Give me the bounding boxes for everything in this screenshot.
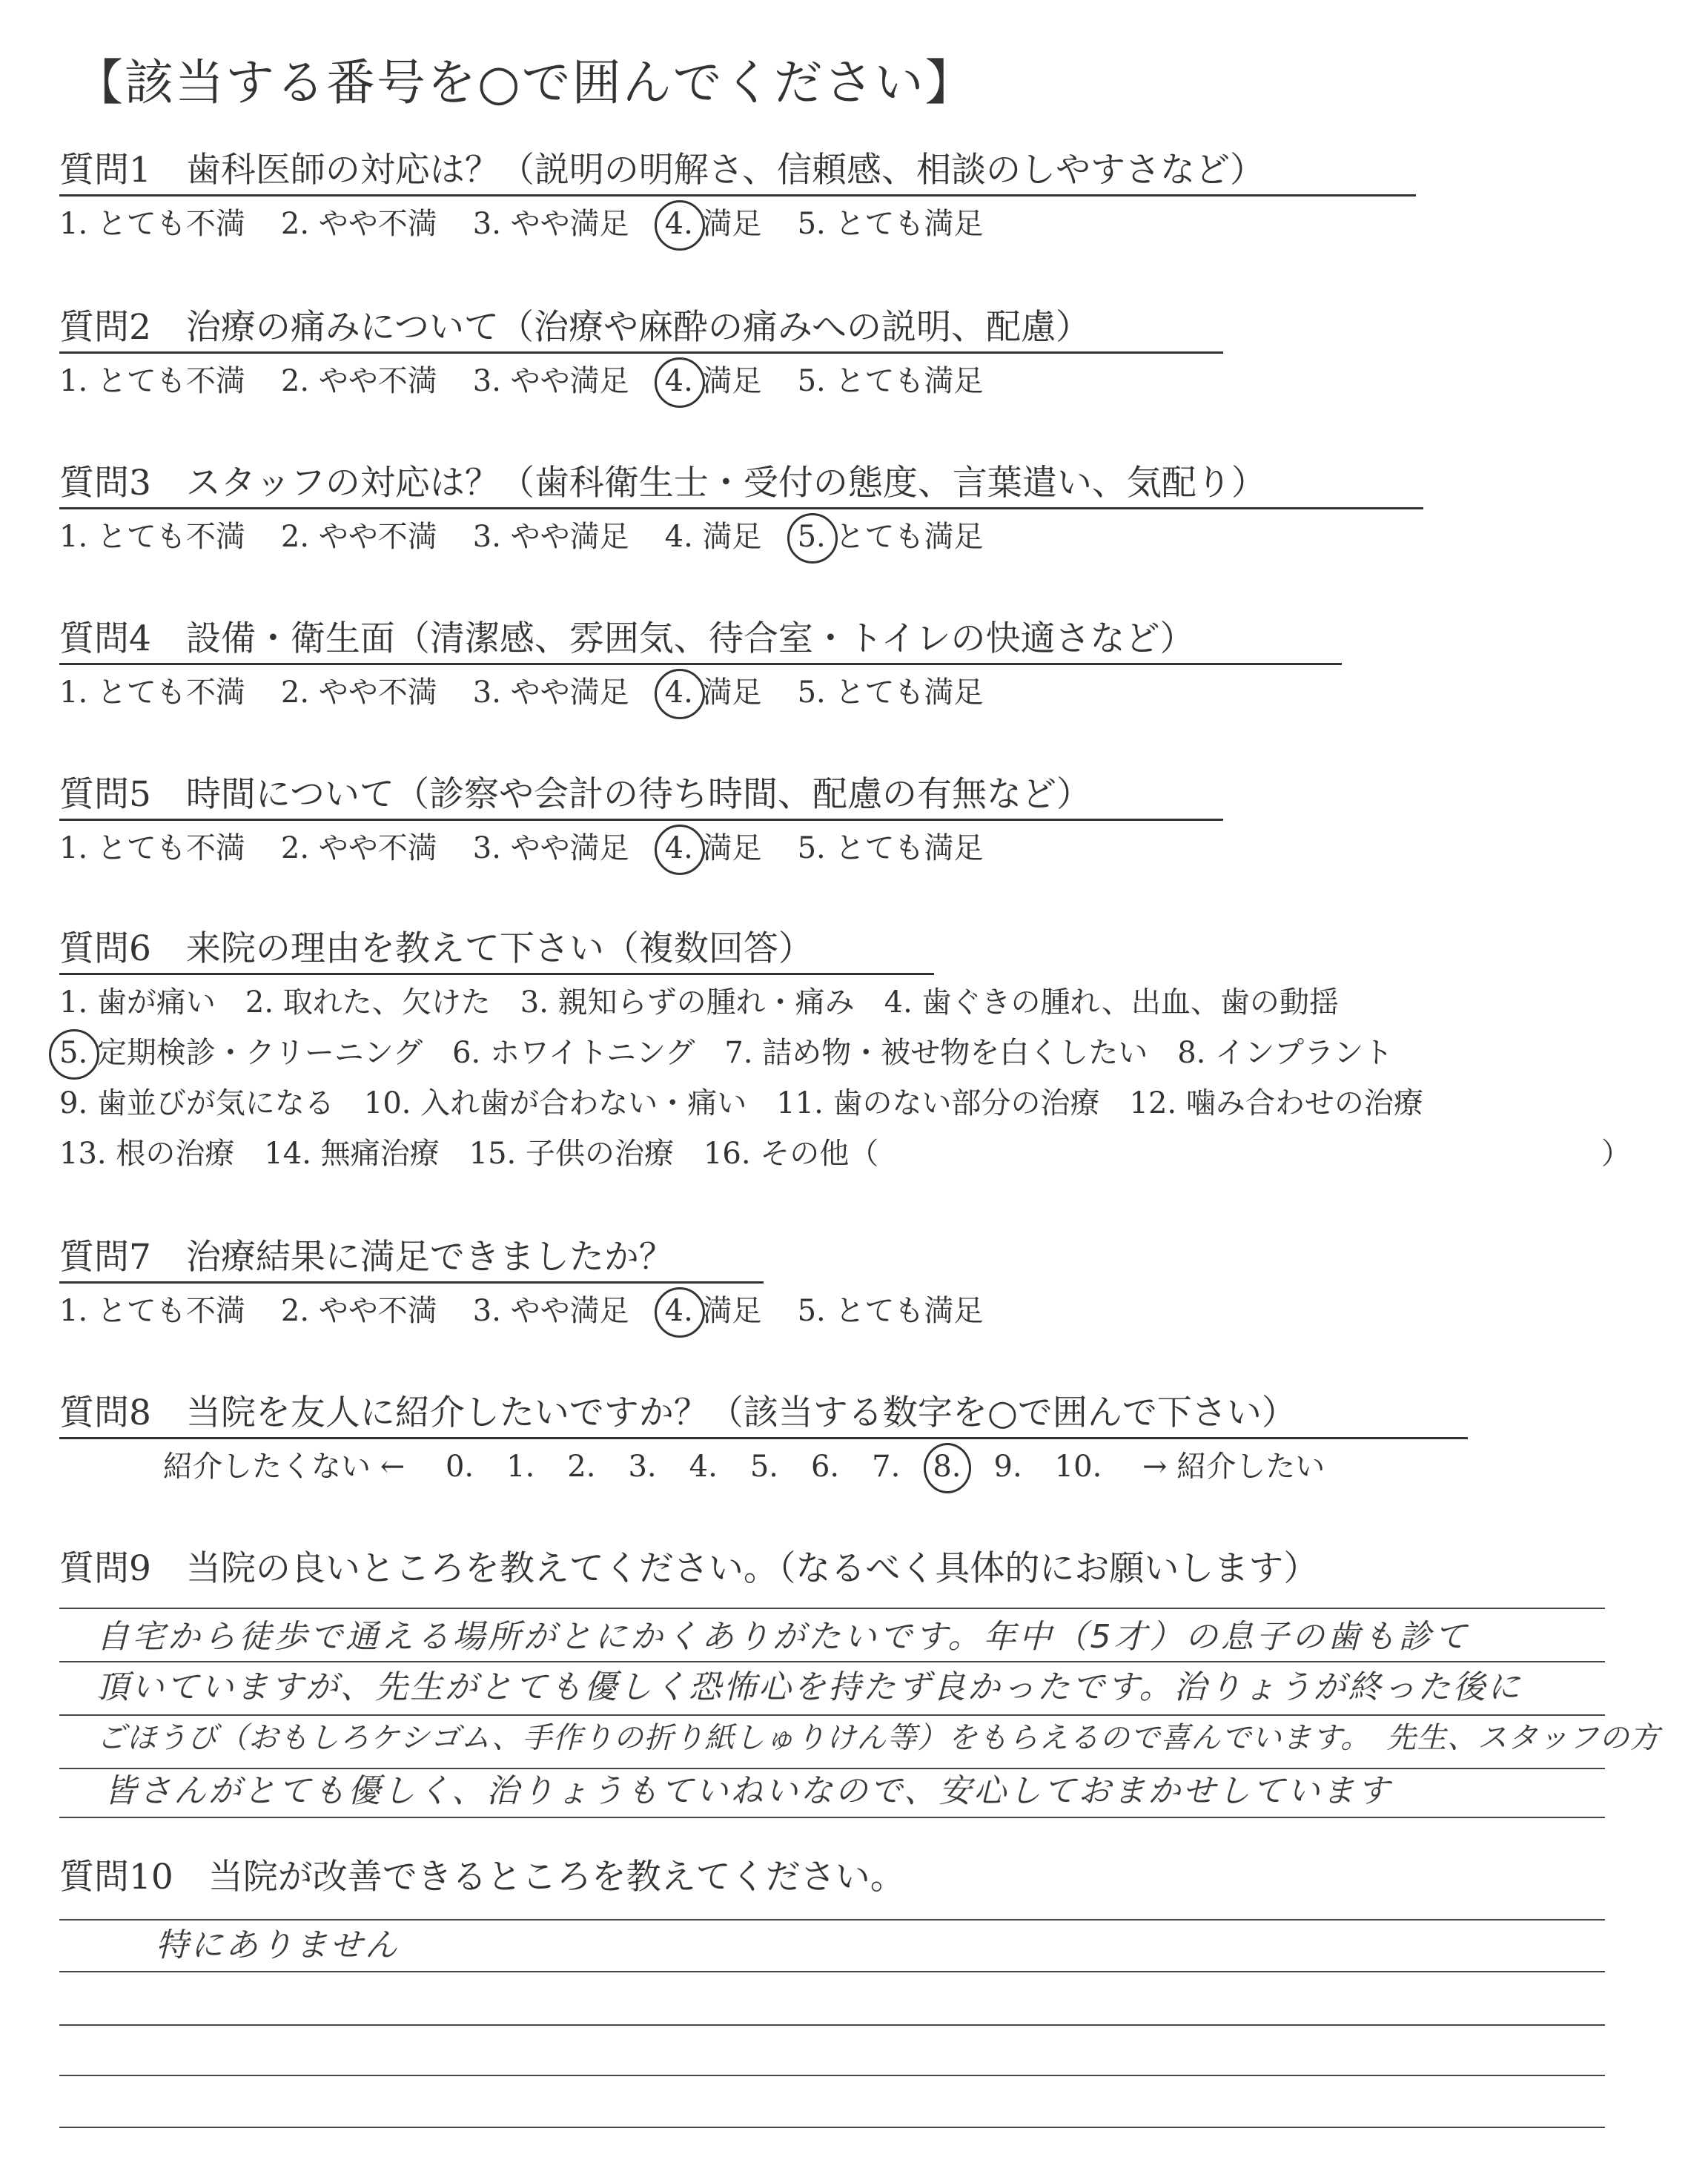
- recommend-option-7: [872, 1452, 900, 1482]
- scale-option-1: [59, 833, 245, 863]
- scale-option-label: 4. 満足: [664, 1294, 762, 1328]
- handwritten-answer-line-4: 皆さんがとても優しく、治りょうもていねいなので、安心しておまかせしています: [104, 1772, 1392, 1810]
- question-underline: [59, 351, 1223, 354]
- answer-scale-q4: [59, 676, 1019, 710]
- scale-option-2: [281, 366, 437, 396]
- scale-option-5: [798, 833, 984, 863]
- scale-option-label: 1. とても不満: [59, 1294, 245, 1328]
- recommend-option-3: [628, 1452, 656, 1482]
- answer-scale-q5: [59, 833, 1019, 863]
- answer-line: [59, 2127, 1605, 2128]
- handwritten-answer-line-2: 頂いていますが、先生がとても優しく恐怖心を持たず良かったです。治りょうが終った後に: [96, 1668, 1523, 1706]
- scale-option-3: [473, 522, 629, 552]
- scale-option-3: [473, 833, 629, 863]
- scale-option-label: 3. やや満足: [472, 364, 629, 398]
- scale-option-3: [472, 676, 629, 710]
- scale-option-3: [473, 209, 629, 239]
- reason-row-3: 9. 歯並びが気になる 10. 入れ歯が合わない・痛い 11. 歯のない部分の治療 12. 噛み合わせの治療: [59, 1086, 1423, 1120]
- scale-option-label: 2. やや不満: [280, 207, 437, 241]
- answer-scale-q1: [59, 209, 1019, 239]
- recommend-option-label: 0.: [445, 1450, 474, 1484]
- recommend-option-2: [567, 1452, 595, 1482]
- recommend-option-label: 6.: [810, 1450, 840, 1484]
- scale-option-label: 2. やや不満: [280, 364, 437, 398]
- answer-line: [59, 1714, 1605, 1716]
- scale-option-3: [473, 366, 629, 396]
- scale-option-label: 2. やや不満: [280, 831, 437, 865]
- scale-option-2: [281, 833, 437, 863]
- scale-option-label: 4. 満足: [664, 207, 762, 241]
- recommend-option-label: 9.: [993, 1450, 1022, 1484]
- scale-option-5: [798, 366, 984, 396]
- scale-option-3: [473, 1296, 629, 1326]
- scale-option-label: 3. やや満足: [472, 207, 629, 241]
- recommend-option-label: 10.: [1054, 1450, 1102, 1484]
- question-underline: [59, 819, 1223, 821]
- answer-line: [59, 1919, 1605, 1920]
- answer-scale-q7: [59, 1296, 1019, 1326]
- answer-line: [59, 1971, 1605, 1972]
- scale-option-label: 4. 満足: [664, 364, 762, 398]
- question-underline: [59, 1281, 764, 1284]
- question-6: 質問6 来院の理由を教えて下さい（複数回答）: [59, 928, 813, 969]
- recommend-option-label: 7.: [872, 1450, 901, 1484]
- scale-option-4: [665, 1296, 762, 1326]
- scale-option-label: 1. とても不満: [59, 676, 245, 710]
- recommend-option-label: 1.: [506, 1450, 535, 1484]
- question-underline: [59, 973, 934, 975]
- scale-option-5: [798, 209, 984, 239]
- scale-option-5: [798, 1296, 984, 1326]
- handwritten-answer-line-1: 自宅から徒歩で通える場所がとにかくありがたいです。年中（5才）の息子の歯も診て: [96, 1618, 1470, 1656]
- recommend-option-label: 3.: [628, 1450, 657, 1484]
- scale-option-2: [281, 1296, 437, 1326]
- recommend-option-label: 4.: [689, 1450, 718, 1484]
- recommend-option-label: 5.: [749, 1450, 778, 1484]
- scale-option-5: [797, 676, 984, 710]
- answer-line: [59, 2075, 1605, 2076]
- scale-option-1: [59, 676, 245, 710]
- recommend-option-label: 2.: [567, 1450, 596, 1484]
- scale-option-label: 4. 満足: [664, 676, 762, 710]
- question-2: 質問2 治療の痛みについて（治療や麻酔の痛みへの説明、配慮）: [59, 307, 1091, 348]
- recommend-option-6: [811, 1452, 839, 1482]
- reason-5-selected: 5. 定期検診・クリーニング 6. ホワイトニング 7. 詰め物・被せ物を白くしたい 8. インプラント: [59, 1038, 1393, 1068]
- recommend-option-0: [446, 1452, 474, 1482]
- answer-line: [59, 1817, 1605, 1818]
- handwritten-answer-line-3: ごほうび（おもしろケシゴム、手作りの折り紙しゅりけん等）をもらえるので喜んでいます。 先生、スタッフの方: [96, 1721, 1661, 1755]
- question-1: 質問1 歯科医師の対応は？（説明の明解さ、信頼感、相談のしやすさなど）: [59, 150, 1265, 191]
- question-7: 質問7 治療結果に満足できましたか？: [59, 1237, 674, 1278]
- answer-scale-q3: [59, 522, 1019, 552]
- scale-option-label: 4. 満足: [664, 831, 762, 865]
- scale-option-4: [665, 522, 762, 552]
- question-5: 質問5 時間について（診察や会計の待ち時間、配慮の有無など）: [59, 774, 1091, 815]
- recommend-option-4: [689, 1452, 718, 1482]
- scale-option-2: [281, 522, 437, 552]
- scale-option-label: 5. とても満足: [797, 676, 984, 710]
- scale-left-label: 紹介したくない ←: [163, 1450, 406, 1484]
- recommend-option-label: 8.: [933, 1450, 961, 1484]
- answer-line: [59, 2024, 1605, 2026]
- scale-option-label: 5. とても満足: [797, 207, 984, 241]
- scale-option-2: [281, 209, 437, 239]
- recommend-option-9: [994, 1452, 1022, 1482]
- other-paren-close: ）: [1601, 1137, 1631, 1171]
- answer-line: [59, 1608, 1605, 1609]
- question-underline: [59, 507, 1423, 509]
- page-title: 【該当する番号を○で囲んでください】: [74, 54, 976, 111]
- scale-option-label: 1. とても不満: [59, 364, 245, 398]
- scale-option-4: [664, 676, 762, 710]
- reason-row-1: 1. 歯が痛い 2. 取れた、欠けた 3. 親知らずの腫れ・痛み 4. 歯ぐきの腫れ、出血、歯の動揺: [59, 985, 1339, 1020]
- question-3: 質問3 スタッフの対応は？（歯科衛生士・受付の態度、言葉遣い、気配り）: [59, 463, 1266, 503]
- recommend-option-5: [750, 1452, 778, 1482]
- answer-line: [59, 1661, 1605, 1662]
- scale-option-label: 3. やや満足: [472, 831, 629, 865]
- scale-option-1: [59, 522, 245, 552]
- reason-row-2: [59, 1038, 1393, 1068]
- scale-option-4: [665, 366, 762, 396]
- question-underline: [59, 1437, 1468, 1439]
- scale-option-label: 5. とても満足: [797, 1294, 984, 1328]
- scale-option-label: 2. やや不満: [280, 520, 437, 554]
- handwritten-answer-q10: 特にありません: [156, 1926, 400, 1964]
- scale-option-label: 5. とても満足: [797, 831, 984, 865]
- scale-option-label: 4. 満足: [664, 520, 762, 554]
- scale-option-2: [280, 676, 437, 710]
- question-9: 質問9 当院の良いところを教えてください。（なるべく具体的にお願いします）: [59, 1548, 1319, 1589]
- scale-option-4: [665, 209, 762, 239]
- scale-option-label: 2. やや不満: [280, 1294, 437, 1328]
- answer-scale-q2: [59, 366, 1019, 396]
- question-underline: [59, 194, 1416, 196]
- question-4: 質問4 設備・衛生面（清潔感、雰囲気、待合室・トイレの快適さなど）: [59, 618, 1195, 659]
- scale-option-label: 1. とても不満: [59, 831, 245, 865]
- recommend-option-8: [933, 1452, 961, 1482]
- scale-right-label: → 紹介したい: [1142, 1450, 1325, 1484]
- recommend-option-1: [506, 1452, 534, 1482]
- reason-row-4: 13. 根の治療 14. 無痛治療 15. 子供の治療 16. その他（: [59, 1137, 879, 1171]
- scale-option-1: [59, 366, 245, 396]
- scale-option-label: 5. とても満足: [797, 520, 984, 554]
- scale-option-label: 3. やや満足: [472, 676, 629, 710]
- scale-option-label: 3. やや満足: [472, 1294, 629, 1328]
- scale-option-label: 5. とても満足: [797, 364, 984, 398]
- scale-option-label: 3. やや満足: [472, 520, 629, 554]
- scale-options: [429, 1450, 1118, 1484]
- scale-option-1: [59, 1296, 245, 1326]
- scale-option-label: 1. とても不満: [59, 207, 245, 241]
- scale-option-label: 1. とても不満: [59, 520, 245, 554]
- question-10: 質問10 当院が改善できるところを教えてください。: [59, 1857, 905, 1898]
- scale-option-label: 2. やや不満: [280, 676, 437, 710]
- recommend-scale: [163, 1452, 1325, 1482]
- recommend-option-10: [1055, 1452, 1102, 1482]
- scale-option-5: [798, 522, 984, 552]
- answer-line: [59, 1768, 1605, 1769]
- scale-option-1: [59, 209, 245, 239]
- scale-option-4: [665, 833, 762, 863]
- question-underline: [59, 663, 1342, 665]
- question-8: 質問8 当院を友人に紹介したいですか？（該当する数字を○で囲んで下さい）: [59, 1393, 1297, 1433]
